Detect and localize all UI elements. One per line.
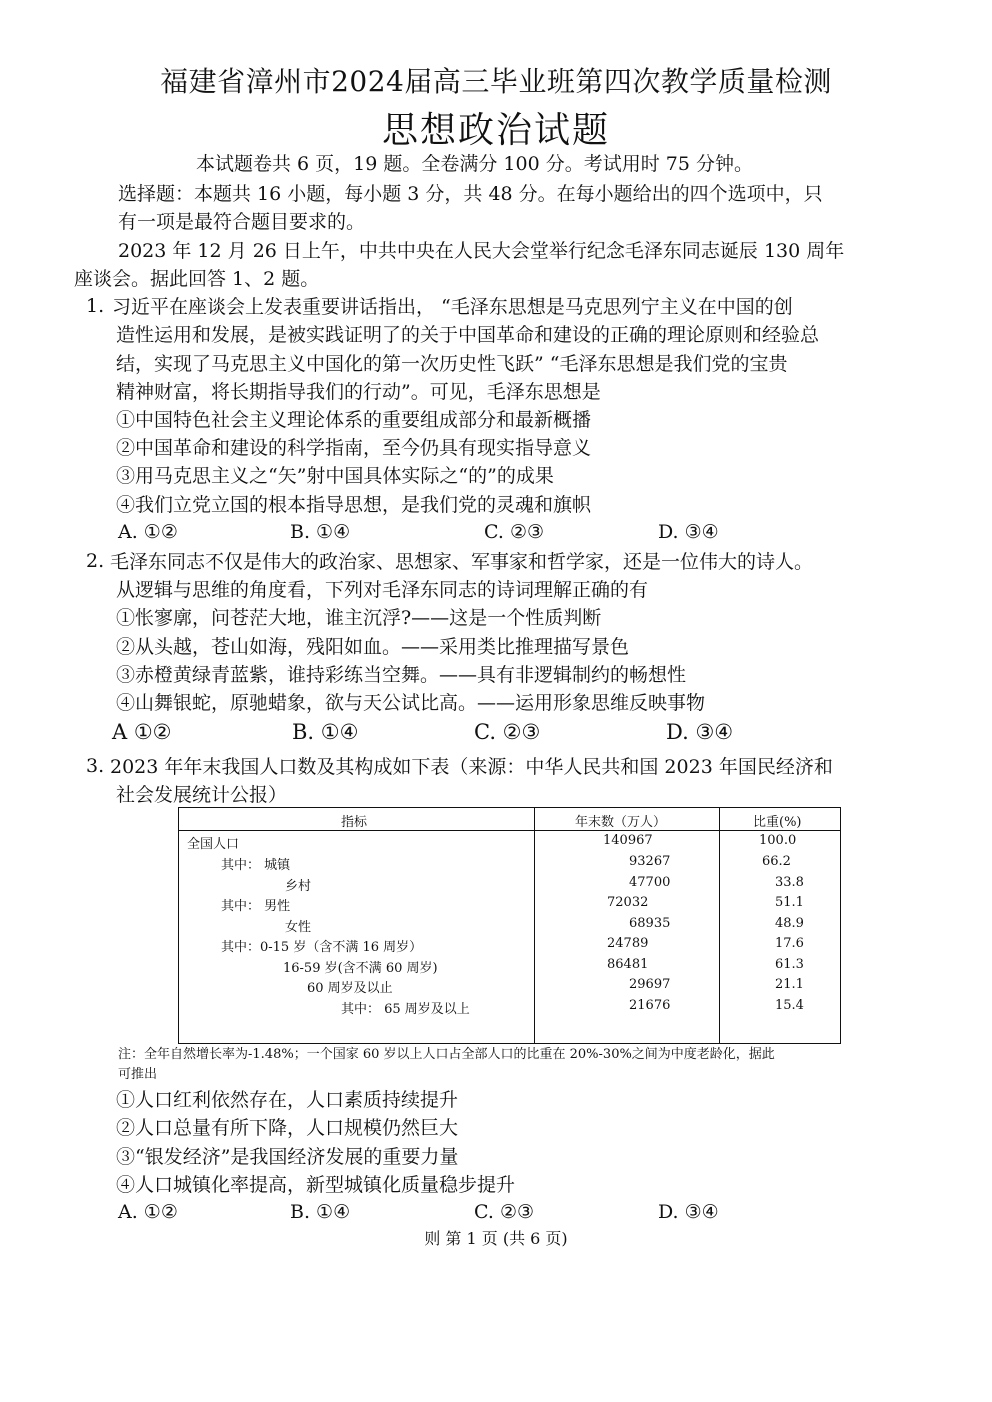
answer-option-c: C. ②③ xyxy=(474,720,541,744)
statement-item: ③“银发经济”是我国经济发展的重要力量 xyxy=(116,1146,459,1168)
exam-header: 福建省漳州市2024届高三毕业班第四次教学质量检测 xyxy=(160,65,832,98)
statement-item: ③用马克思主义之“矢”射中国具体实际之“的”的成果 xyxy=(116,465,554,487)
row-value: 140967 xyxy=(603,833,653,848)
section-instruction: 选择题：本题共 16 小题，每小题 3 分，共 48 分。在每小题给出的四个选项中，只 xyxy=(118,183,823,205)
answer-option-d: D. ③④ xyxy=(658,521,719,543)
row-value: 29697 xyxy=(629,977,671,992)
column-header: 年末数（万人） xyxy=(575,815,667,830)
statement-item: ①人口红利依然存在，人口素质持续提升 xyxy=(116,1089,459,1111)
table-header-row xyxy=(179,808,840,831)
table-divider xyxy=(534,808,535,1043)
question-stem: 精神财富，将长期指导我们的行动”。可见，毛泽东思想是 xyxy=(116,381,601,403)
table-divider xyxy=(719,808,720,1043)
statement-item: ④人口城镇化率提高，新型城镇化质量稳步提升 xyxy=(116,1174,516,1196)
row-value: 86481 xyxy=(607,957,649,972)
question-stem: 从逻辑与思维的角度看，下列对毛泽东同志的诗词理解正确的有 xyxy=(116,579,649,601)
shared-stem: 2023 年 12 月 26 日上午，中共中央在人民大会堂举行纪念毛泽东同志诞辰 130 周年 xyxy=(118,240,845,262)
statement-item: ②人口总量有所下降，人口规模仍然巨大 xyxy=(116,1117,459,1139)
answer-option-b: B. ①④ xyxy=(292,720,359,744)
question-stem: 毛泽东同志不仅是伟大的政治家、思想家、军事家和哲学家，还是一位伟大的诗人。 xyxy=(110,551,814,573)
row-label: 乡村 xyxy=(285,879,312,894)
statement-item: ①中国特色社会主义理论体系的重要组成部分和最新概播 xyxy=(116,409,592,431)
answer-option-a: A ①② xyxy=(112,720,172,744)
shared-stem-cont: 座谈会。据此回答 1、2 题。 xyxy=(74,268,320,290)
row-ratio: 17.6 xyxy=(775,936,804,951)
population-table xyxy=(178,807,841,1044)
question-stem: 习近平在座谈会上发表重要讲话指出， “毛泽东思想是马克思列宁主义在中国的创 xyxy=(112,296,793,318)
answer-option-a: A. ①② xyxy=(118,1201,178,1223)
question-number: 3. xyxy=(86,755,105,777)
row-label: 女性 xyxy=(285,920,312,935)
answer-option-d: D. ③④ xyxy=(666,720,734,744)
row-label: 16-59 岁(含不满 60 周岁) xyxy=(283,961,438,976)
row-ratio: 100.0 xyxy=(759,833,797,848)
row-ratio: 48.9 xyxy=(775,916,804,931)
row-label: 其中： 城镇 xyxy=(221,858,291,873)
row-ratio: 33.8 xyxy=(775,875,804,890)
question-number: 2. xyxy=(86,550,105,572)
row-value: 21676 xyxy=(629,998,671,1013)
question-number: 1. xyxy=(86,295,105,317)
answer-option-b: B. ①④ xyxy=(290,521,351,543)
answer-option-a: A. ①② xyxy=(118,521,178,543)
statement-item: ②从头越，苍山如海，残阳如血。——采用类比推理描写景色 xyxy=(116,636,630,658)
answer-option-c: C. ②③ xyxy=(484,521,545,543)
row-label: 60 周岁及以止 xyxy=(307,981,393,996)
row-label: 全国人口 xyxy=(187,837,240,852)
row-value: 72032 xyxy=(607,895,649,910)
question-stem: 造性运用和发展，是被实践证明了的关于中国革命和建设的正确的理论原则和经验总 xyxy=(116,324,820,346)
statement-item: ④山舞银蛇，原驰蜡象，欲与天公试比高。——运用形象思维反映事物 xyxy=(116,692,706,714)
page-footer: 则 第 1 页 (共 6 页) xyxy=(424,1229,568,1248)
column-header: 指标 xyxy=(341,815,368,830)
question-stem: 社会发展统计公报） xyxy=(116,784,288,806)
row-ratio: 61.3 xyxy=(775,957,804,972)
question-stem: 结，实现了马克思主义中国化的第一次历史性飞跃” “毛泽东思想是我们党的宝贵 xyxy=(116,353,788,375)
answer-option-b: B. ①④ xyxy=(290,1201,351,1223)
row-ratio: 21.1 xyxy=(775,977,804,992)
answer-option-c: C. ②③ xyxy=(474,1201,535,1223)
row-ratio: 51.1 xyxy=(775,895,804,910)
table-note: 注：全年自然增长率为-1.48%；一个国家 60 岁以上人口占全部人口的比重在 20%-30%之间为中度老龄化，据此 xyxy=(118,1047,775,1062)
row-value: 47700 xyxy=(629,875,671,890)
row-label: 其中： 65 周岁及以上 xyxy=(341,1002,470,1017)
subject-title: 思想政治试题 xyxy=(381,110,610,151)
exam-info: 本试题卷共 6 页，19 题。全卷满分 100 分。考试用时 75 分钟。 xyxy=(196,153,753,175)
row-ratio: 15.4 xyxy=(775,998,804,1013)
question-stem: 2023 年年末我国人口数及其构成如下表（来源：中华人民共和国 2023 年国民经济和 xyxy=(110,756,833,778)
section-instruction-cont: 有一项是最符合题目要求的。 xyxy=(118,211,366,233)
row-value: 93267 xyxy=(629,854,671,869)
row-value: 24789 xyxy=(607,936,649,951)
row-ratio: 66.2 xyxy=(762,854,791,869)
statement-item: ①怅寥廓，问苍茫大地，谁主沉浮?——这是一个性质判断 xyxy=(116,607,602,629)
statement-item: ②中国革命和建设的科学指南，至今仍具有现实指导意义 xyxy=(116,437,592,459)
statement-item: ④我们立党立国的根本指导思想，是我们党的灵魂和旗帜 xyxy=(116,494,592,516)
statement-item: ③赤橙黄绿青蓝紫，谁持彩练当空舞。——具有非逻辑制约的畅想性 xyxy=(116,664,687,686)
row-value: 68935 xyxy=(629,916,671,931)
answer-option-d: D. ③④ xyxy=(658,1201,719,1223)
row-label: 其中： 男性 xyxy=(221,899,291,914)
row-label: 其中：0-15 岁（含不满 16 周岁） xyxy=(221,940,423,955)
column-header: 比重(%) xyxy=(753,815,802,830)
table-note-cont: 可推出 xyxy=(118,1067,158,1082)
